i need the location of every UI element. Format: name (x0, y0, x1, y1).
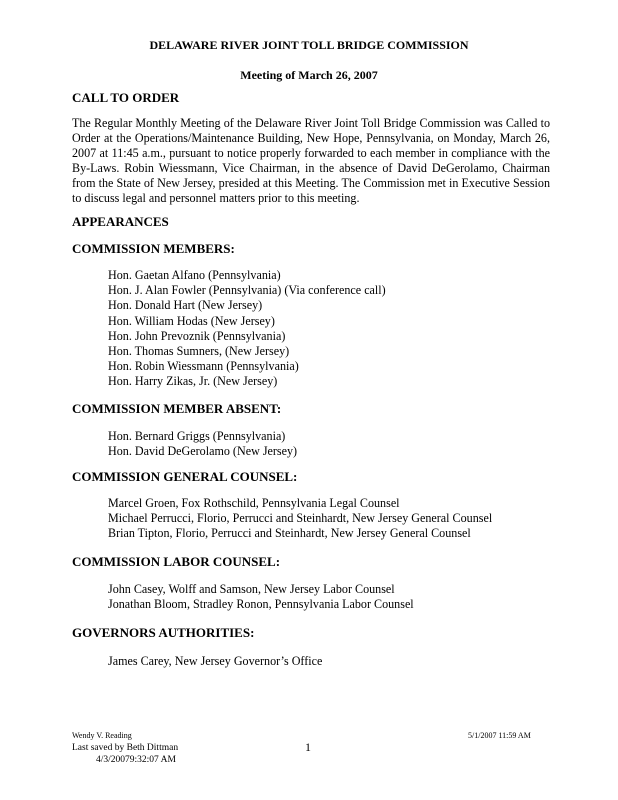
commission-members-list (108, 268, 386, 390)
footer-author: Wendy V. Reading (72, 731, 132, 740)
list-item: Michael Perrucci, Florio, Perrucci and Steinhardt, New Jersey General Counsel (108, 511, 493, 526)
call-to-order-heading: CALL TO ORDER (72, 90, 180, 105)
labor-counsel-heading: COMMISSION LABOR COUNSEL: (72, 554, 281, 569)
labor-counsel-list (108, 582, 414, 612)
meeting-date-subtitle: Meeting of March 26, 2007 (240, 68, 378, 82)
list-item: Hon. Gaetan Alfano (Pennsylvania) (108, 268, 281, 282)
list-item: Hon. Harry Zikas, Jr. (New Jersey) (108, 374, 278, 389)
list-item: Brian Tipton, Florio, Perrucci and Steinhardt, New Jersey General Counsel (108, 526, 471, 541)
list-item: Hon. David DeGerolamo (New Jersey) (108, 444, 298, 459)
footer-saved-time: 4/3/20079:32:07 AM (96, 755, 176, 765)
appearances-heading: APPEARANCES (72, 214, 169, 229)
governors-authorities-list (108, 654, 322, 669)
member-absent-heading: COMMISSION MEMBER ABSENT: (72, 401, 282, 416)
general-counsel-list (108, 496, 492, 542)
general-counsel-heading: COMMISSION GENERAL COUNSEL: (72, 469, 298, 484)
page-number: 1 (305, 740, 311, 754)
document-title: DELAWARE RIVER JOINT TOLL BRIDGE COMMISSION (149, 38, 469, 52)
list-item: Hon. William Hodas (New Jersey) (108, 313, 275, 328)
governors-authorities-heading: GOVERNORS AUTHORITIES: (72, 625, 255, 640)
list-item: Hon. John Prevoznik (Pennsylvania) (108, 328, 286, 343)
list-item: Hon. Donald Hart (New Jersey) (108, 298, 263, 313)
list-item: Hon. Thomas Sumners, (New Jersey) (108, 344, 290, 359)
list-item: Marcel Groen, Fox Rothschild, Pennsylvania Legal Counsel (108, 496, 400, 510)
list-item: James Carey, New Jersey Governor’s Office (108, 654, 323, 668)
member-absent-list (108, 429, 297, 459)
footer-timestamp: 5/1/2007 11:59 AM (468, 731, 531, 740)
list-item: Hon. Bernard Griggs (Pennsylvania) (108, 429, 286, 443)
list-item: Hon. J. Alan Fowler (Pennsylvania) (Via conference call) (108, 283, 386, 298)
footer-last-saved: Last saved by Beth Dittman (72, 743, 179, 753)
list-item: Hon. Robin Wiessmann (Pennsylvania) (108, 359, 299, 374)
commission-members-heading: COMMISSION MEMBERS: (72, 241, 235, 256)
call-to-order-paragraph: The Regular Monthly Meeting of the Delaware River Joint Toll Bridge Commission was Called to Order at the Operations/Maintenance Building, New Hope, Pennsylvania, on Monday, March 26, 2007 at 11:45 a.m., pursuant to notice properly forwarded to each member in compliance with the By-Laws. Robin Wiessmann, Vice Chairman, in the absence of David DeGerolamo, Chairman from the State of New Jersey, presided at this Meeting. The Commission met in Executive Session to discuss legal and personnel matters prior to this meeting. (72, 116, 550, 205)
list-item: John Casey, Wolff and Samson, New Jersey Labor Counsel (108, 582, 395, 596)
list-item: Jonathan Bloom, Stradley Ronon, Pennsylvania Labor Counsel (108, 597, 414, 612)
